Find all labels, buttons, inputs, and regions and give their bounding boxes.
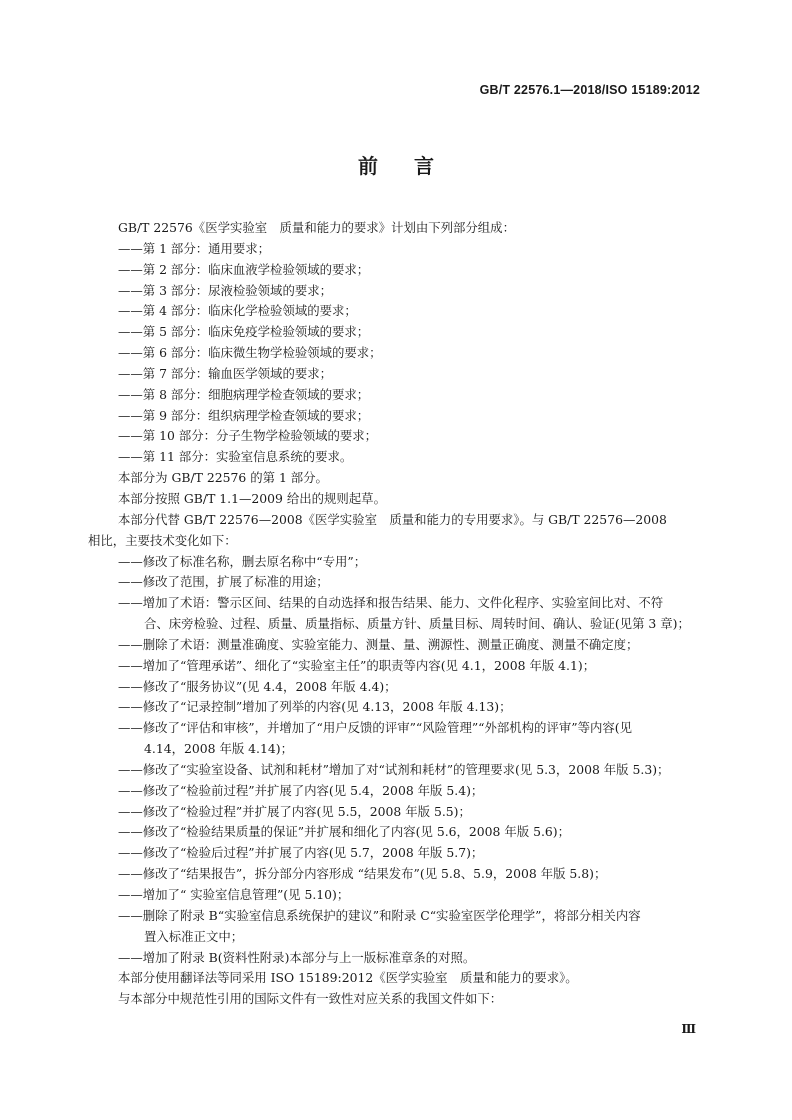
list-item: ——第 6 部分：临床微生物学检验领域的要求；: [118, 345, 382, 361]
list-item: ——第 8 部分：细胞病理学检查领域的要求；: [118, 386, 370, 402]
list-item: ——增加了“管理承诺”、细化了“实验室主任”的职责等内容(见 4.1，2008 年版 4.1)；: [118, 657, 596, 673]
list-item: ——第 5 部分：临床免疫学检验领域的要求；: [118, 324, 370, 340]
list-item: ——修改了“检验前过程”并扩展了内容(见 5.4，2008 年版 5.4)；: [118, 782, 484, 798]
list-item: ——修改了“实验室设备、试剂和耗材”增加了对“试剂和耗材”的管理要求(见 5.3，2008 年版 5.3)；: [118, 761, 670, 777]
paragraph-line: 4.14，2008 年版 4.14)；: [144, 741, 293, 757]
list-item: ——修改了标准名称，删去原名称中“专用”；: [118, 553, 367, 569]
list-item: ——增加了附录 B(资料性附录)本部分与上一版标准章条的对照。: [118, 949, 476, 965]
list-item: ——修改了范围，扩展了标准的用途；: [118, 574, 329, 590]
page-title: 前言: [358, 154, 470, 178]
document-body: [88, 218, 708, 1010]
paragraph-line: 合、床旁检验、过程、质量、质量指标、质量方针、质量目标、周转时间、确认、验证(见第 3 章)；: [144, 616, 690, 632]
list-item: ——修改了“检验结果质量的保证”并扩展和细化了内容(见 5.6，2008 年版 5.6)；: [118, 824, 571, 840]
standard-code-header: GB/T 22576.1—2018/ISO 15189:2012: [479, 83, 700, 97]
paragraph-line: 本部分代替 GB/T 22576—2008《医学实验室 质量和能力的专用要求》。与 GB/T 22576—2008: [118, 511, 667, 527]
list-item: ——修改了“检验后过程”并扩展了内容(见 5.7，2008 年版 5.7)；: [118, 845, 484, 861]
paragraph-line: 本部分按照 GB/T 1.1—2009 给出的规则起草。: [118, 490, 386, 506]
list-item: ——修改了“评估和审核”，并增加了“用户反馈的评审”“风险管理”“外部机构的评审”等内容(见: [118, 720, 632, 736]
list-item: ——修改了“结果报告”，拆分部分内容形成 “结果发布”(见 5.8、5.9，2008 年版 5.8)；: [118, 866, 607, 882]
paragraph-line: 相比，主要技术变化如下：: [88, 532, 237, 548]
list-item: ——第 4 部分：临床化学检验领域的要求；: [118, 303, 357, 319]
list-item: ——修改了“记录控制”增加了列举的内容(见 4.13，2008 年版 4.13)；: [118, 699, 512, 715]
list-item: ——第 2 部分：临床血液学检验领域的要求；: [118, 261, 370, 277]
list-item: ——增加了“ 实验室信息管理”(见 5.10)；: [118, 887, 350, 902]
list-item: ——第 11 部分：实验室信息系统的要求。: [118, 449, 353, 465]
list-item: ——修改了“检验过程”并扩展了内容(见 5.5，2008 年版 5.5)；: [118, 803, 471, 819]
page-number: Ⅲ: [681, 1022, 696, 1036]
list-item: ——删除了附录 B“实验室信息系统保护的建议”和附录 C“实验室医学伦理学”，将部分相关内容: [118, 907, 641, 923]
list-item: ——第 10 部分：分子生物学检验领域的要求；: [118, 428, 378, 444]
list-item: ——第 1 部分：通用要求；: [118, 240, 271, 256]
list-item: ——第 7 部分：输血医学领域的要求；: [118, 365, 333, 381]
paragraph-line: 本部分为 GB/T 22576 的第 1 部分。: [118, 470, 328, 486]
paragraph-line: GB/T 22576《医学实验室 质量和能力的要求》计划由下列部分组成：: [118, 220, 515, 235]
list-item: ——第 3 部分：尿液检验领域的要求；: [118, 282, 333, 298]
list-item: ——删除了术语：测量准确度、实验室能力、测量、量、溯源性、测量正确度、测量不确定度；: [118, 636, 639, 652]
list-item: ——增加了术语：警示区间、结果的自动选择和报告结果、能力、文件化程序、实验室间比对、不符: [118, 595, 664, 611]
paragraph-line: 与本部分中规范性引用的国际文件有一致性对应关系的我国文件如下：: [118, 991, 503, 1007]
list-item: ——修改了“服务协议”(见 4.4，2008 年版 4.4)；: [118, 678, 397, 694]
paragraph-line: 置入标准正文中；: [144, 928, 244, 944]
paragraph-line: 本部分使用翻译法等同采用 ISO 15189:2012《医学实验室 质量和能力的要求》。: [118, 970, 578, 986]
list-item: ——第 9 部分：组织病理学检查领域的要求；: [118, 407, 370, 423]
